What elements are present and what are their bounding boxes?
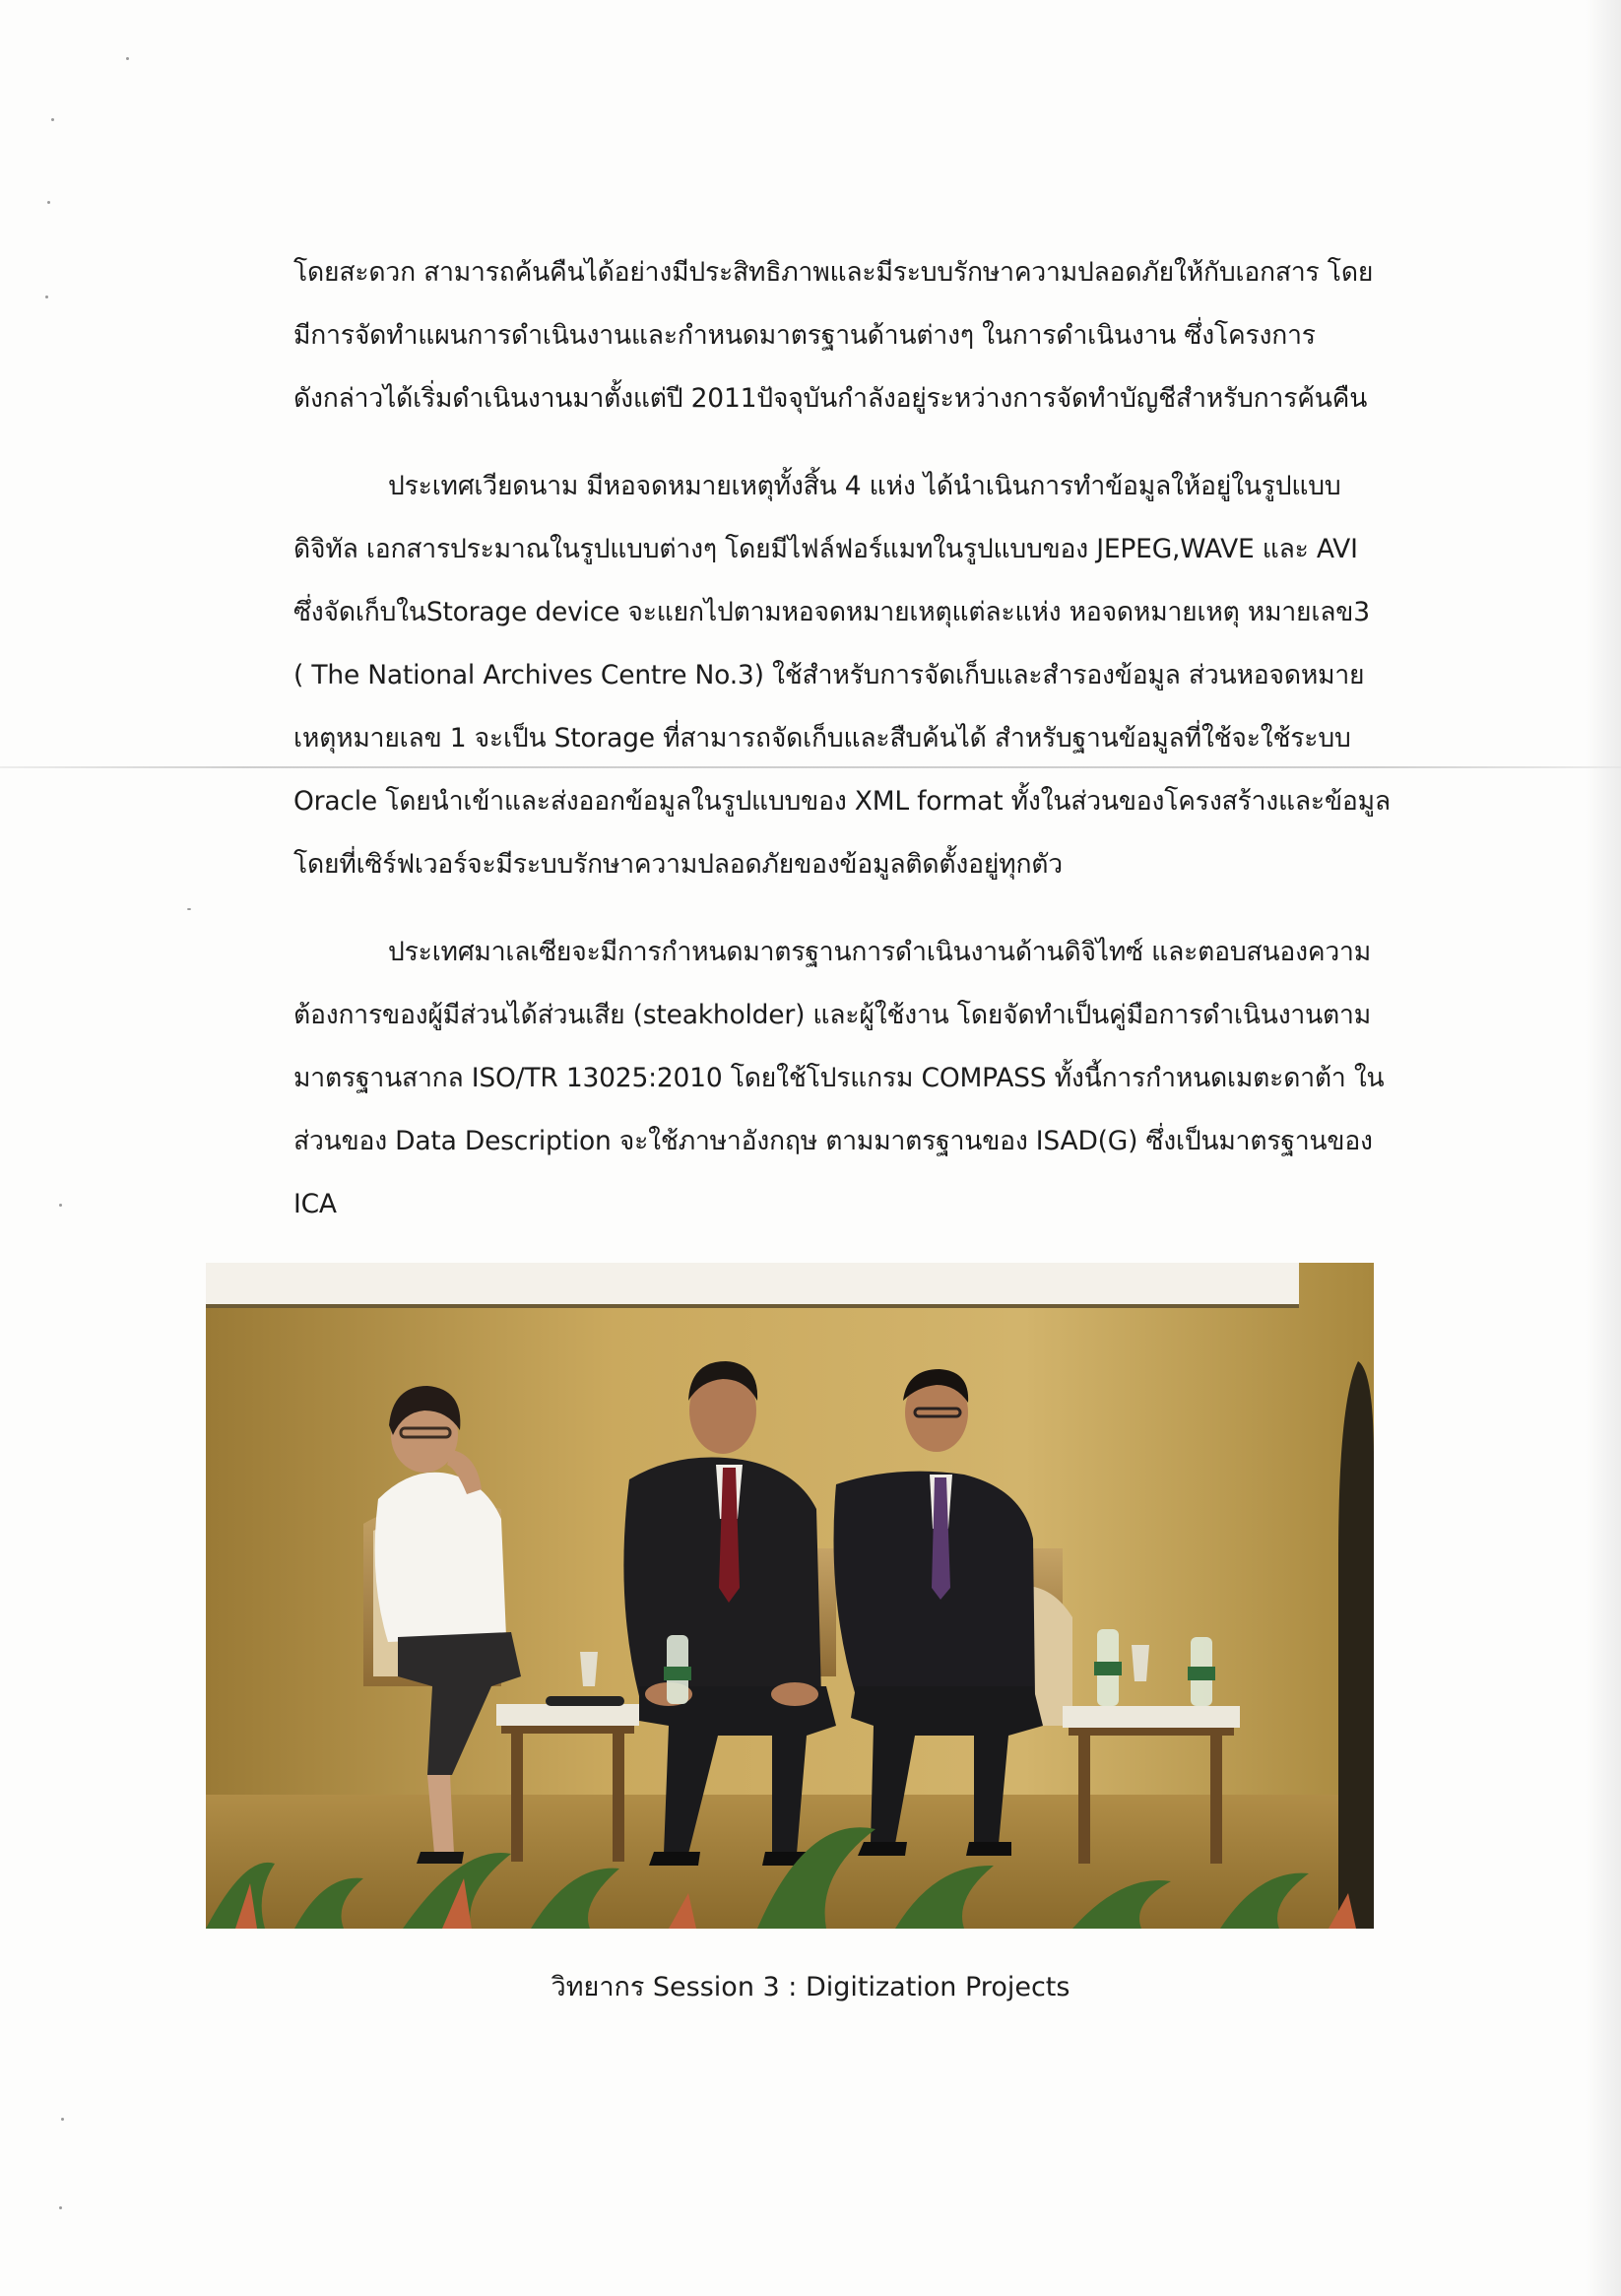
- scan-speck: [51, 118, 54, 121]
- scan-speck: [59, 2206, 62, 2209]
- body-text: [293, 241, 1391, 1236]
- photo-caption: วิทยากร Session 3 : Digitization Projects: [551, 1972, 1070, 2002]
- text-line: ดังกล่าวได้เริ่มดำเนินงานมาตั้งแต่ปี 2011ปัจจุบันกำลังอยู่ระหว่างการจัดทำบัญชีสำหรับการค้นคืน: [293, 383, 1368, 414]
- scan-speck: [187, 908, 191, 910]
- page-edge-shadow: [1586, 0, 1621, 2296]
- text-line: ประเทศมาเลเซียจะมีการกำหนดมาตรฐานการดำเนินงานด้านดิจิไทซ์ และตอบสนองความ: [388, 937, 1371, 967]
- scan-speck: [126, 57, 129, 60]
- text-line: ส่วนของ Data Description จะใช้ภาษาอังกฤษ ตามมาตรฐานของ ISAD(G) ซึ่งเป็นมาตรฐานของ: [293, 1126, 1373, 1156]
- scan-speck: [47, 201, 50, 204]
- text-line: เหตุหมายเลข 1 จะเป็น Storage ที่สามารถจัดเก็บและสืบค้นได้ สำหรับฐานข้อมูลที่ใช้จะใช้ระบบ: [293, 723, 1351, 754]
- text-line: ต้องการของผู้มีส่วนได้ส่วนเสีย (steakholder) และผู้ใช้งาน โดยจัดทำเป็นคู่มือการดำเนินงานตาม: [293, 1000, 1371, 1030]
- scan-speck: [59, 1204, 62, 1207]
- text-line: ประเทศเวียดนาม มีหอจดหมายเหตุทั้งสิ้น 4 แห่ง ได้นำเนินการทำข้อมูลให้อยู่ในรูปแบบ: [388, 471, 1341, 501]
- text-line: โดยสะดวก สามารถค้นคืนได้อย่างมีประสิทธิภาพและมีระบบรักษาความปลอดภัยให้กับเอกสาร โดย: [293, 257, 1374, 288]
- panel-photo-illustration: [206, 1263, 1374, 1929]
- paragraph-continuation: [293, 241, 1381, 430]
- text-line: ซึ่งจัดเก็บในStorage device จะแยกไปตามหอจดหมายเหตุแต่ละแห่ง หอจดหมายเหตุ หมายเลข3: [293, 597, 1370, 627]
- paragraph-vietnam: [293, 455, 1391, 896]
- paragraph-malaysia: [293, 921, 1385, 1236]
- scan-speck: [45, 295, 48, 298]
- text-line: โดยที่เซิร์ฟเวอร์จะมีระบบรักษาความปลอดภัยของข้อมูลติดตั้งอยู่ทุกตัว: [293, 849, 1063, 880]
- text-line: มาตรฐานสากล ISO/TR 13025:2010 โดยใช้โปรแกรม COMPASS ทั้งนี้การกำหนดเมตะดาต้า ใน: [293, 1063, 1385, 1093]
- text-line: ดิจิทัล เอกสารประมาณในรูปแบบต่างๆ โดยมีไฟล์ฟอร์แมทในรูปแบบของ JEPEG,WAVE และ AVI: [293, 534, 1358, 564]
- session-photo: [206, 1263, 1374, 1929]
- scan-speck: [61, 2118, 64, 2121]
- text-line: ICA: [293, 1189, 337, 1219]
- text-line: มีการจัดทำแผนการดำเนินงานและกำหนดมาตรฐานด้านต่างๆ ในการดำเนินงาน ซึ่งโครงการ: [293, 320, 1316, 351]
- text-line: Oracle โดยนำเข้าและส่งออกข้อมูลในรูปแบบของ XML format ทั้งในส่วนของโครงสร้างและข้อมูล: [293, 786, 1391, 817]
- text-line: ( The National Archives Centre No.3) ใช้สำหรับการจัดเก็บและสำรองข้อมูล ส่วนหอจดหมาย: [293, 660, 1365, 690]
